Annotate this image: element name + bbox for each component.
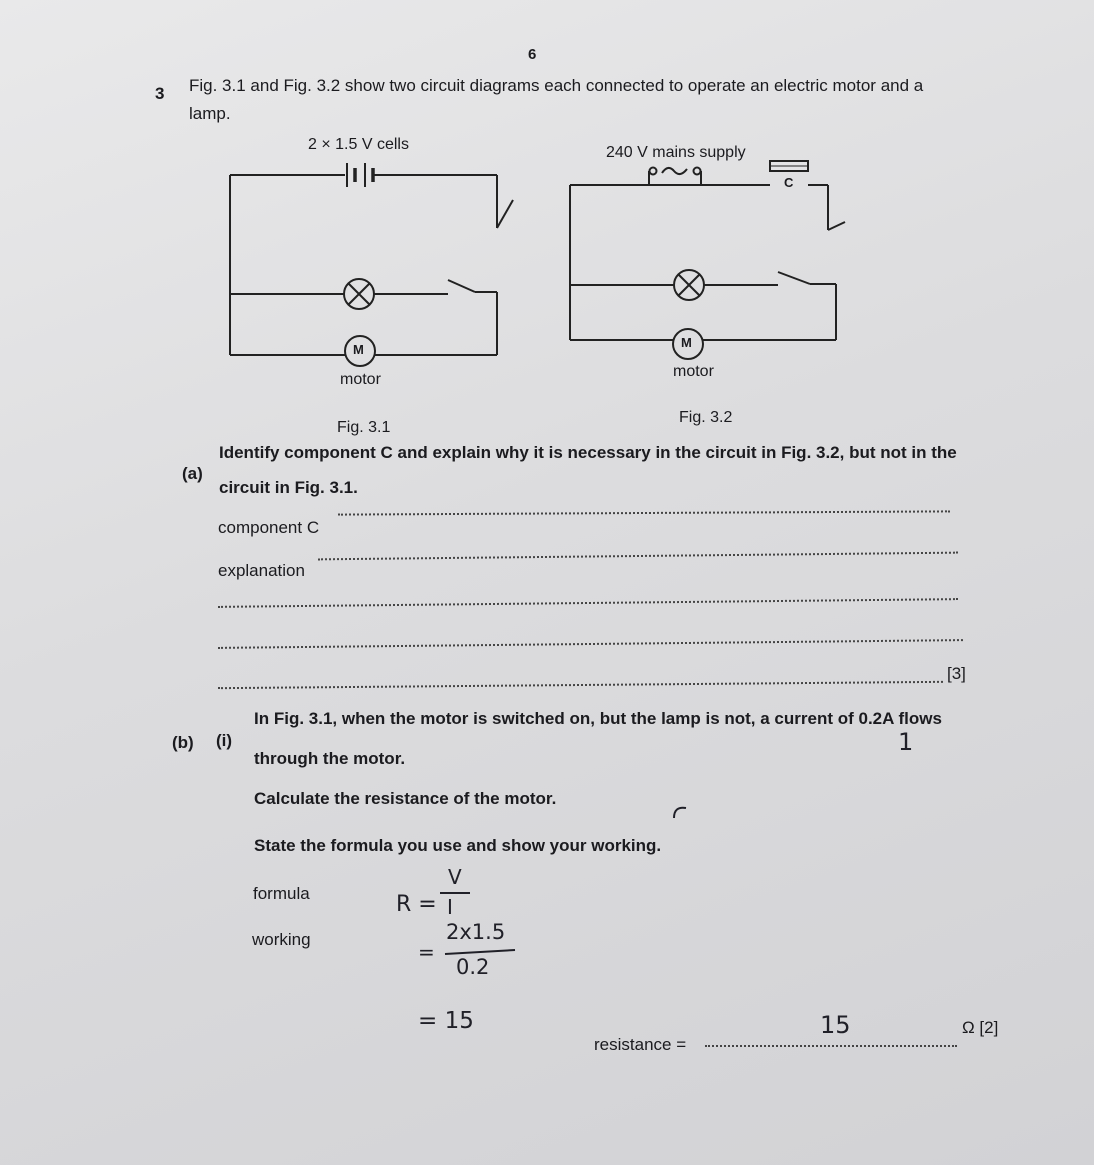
- working-label: working: [252, 930, 311, 949]
- part-b-label: (b): [172, 733, 194, 752]
- fig2-fuse-icon: [770, 161, 808, 171]
- fig2-supply-label: 240 V mains supply: [606, 144, 746, 161]
- resistance-answer-line: [705, 1045, 957, 1047]
- question-number: 3: [155, 84, 165, 103]
- formula-label: formula: [253, 884, 310, 903]
- fig1-caption: Fig. 3.1: [337, 419, 391, 436]
- handwritten-working-equals: =: [418, 940, 435, 964]
- part-a-marks: [3]: [947, 664, 966, 683]
- fig1-motor-label: motor: [340, 371, 381, 388]
- scribble-mark: [674, 808, 686, 818]
- page-number: 6: [528, 46, 537, 63]
- fig1-switch-icon: [448, 200, 513, 292]
- working-fraction-bar: [445, 950, 515, 954]
- instruction-calculate: Calculate the resistance of the motor.: [254, 789, 557, 808]
- fig2-component-c-label: C: [784, 175, 794, 190]
- resistance-label: resistance =: [594, 1035, 687, 1054]
- handwritten-margin-mark: 1: [898, 728, 914, 756]
- handwritten-working-numerator: 2x1.5: [446, 920, 506, 944]
- fig2-caption: Fig. 3.2: [679, 409, 733, 426]
- handwritten-formula-denominator: I: [447, 895, 453, 919]
- intro-line-1: Fig. 3.1 and Fig. 3.2 show two circuit diagrams each connected to operate an electric motor and a: [189, 76, 924, 95]
- fig2-motor-symbol: M: [681, 335, 692, 350]
- intro-line-2: lamp.: [189, 104, 231, 123]
- part-a-label: (a): [182, 464, 203, 483]
- fig1-supply-label: 2 × 1.5 V cells: [308, 136, 409, 153]
- explanation-label: explanation: [218, 561, 305, 580]
- instruction-formula: State the formula you use and show your working.: [254, 836, 662, 855]
- fig1-motor-symbol: M: [353, 342, 364, 357]
- fig2-circuit: [570, 171, 836, 340]
- handwritten-working-denominator: 0.2: [456, 955, 490, 979]
- handwritten-answer: 15: [820, 1011, 851, 1039]
- part-b-text-line-2: through the motor.: [254, 749, 406, 768]
- fig2-switch-icon: [778, 222, 845, 284]
- unit-and-marks: Ω [2]: [962, 1018, 999, 1037]
- part-a-text-line-1: Identify component C and explain why it is necessary in the circuit in Fig. 3.2, but not in the: [219, 443, 957, 462]
- fig2-ac-supply-icon: [650, 168, 701, 175]
- fig1-lamp-icon: [344, 279, 374, 309]
- fig1-circuit: [230, 175, 497, 355]
- fig1-cell-icon: [347, 163, 373, 187]
- handwritten-result: = 15: [418, 1008, 474, 1034]
- handwritten-formula-lhs: R =: [396, 892, 437, 917]
- part-b-sub-label: (i): [216, 731, 233, 750]
- fig2-motor-label: motor: [673, 363, 714, 380]
- part-b-text-line-1: In Fig. 3.1, when the motor is switched on, but the lamp is not, a current of 0.2A flows: [254, 709, 942, 728]
- fig2-lamp-icon: [674, 270, 704, 300]
- component-c-label: component C: [218, 518, 320, 537]
- part-a-text-line-2: circuit in Fig. 3.1.: [219, 478, 358, 497]
- handwritten-formula-numerator: V: [448, 865, 462, 889]
